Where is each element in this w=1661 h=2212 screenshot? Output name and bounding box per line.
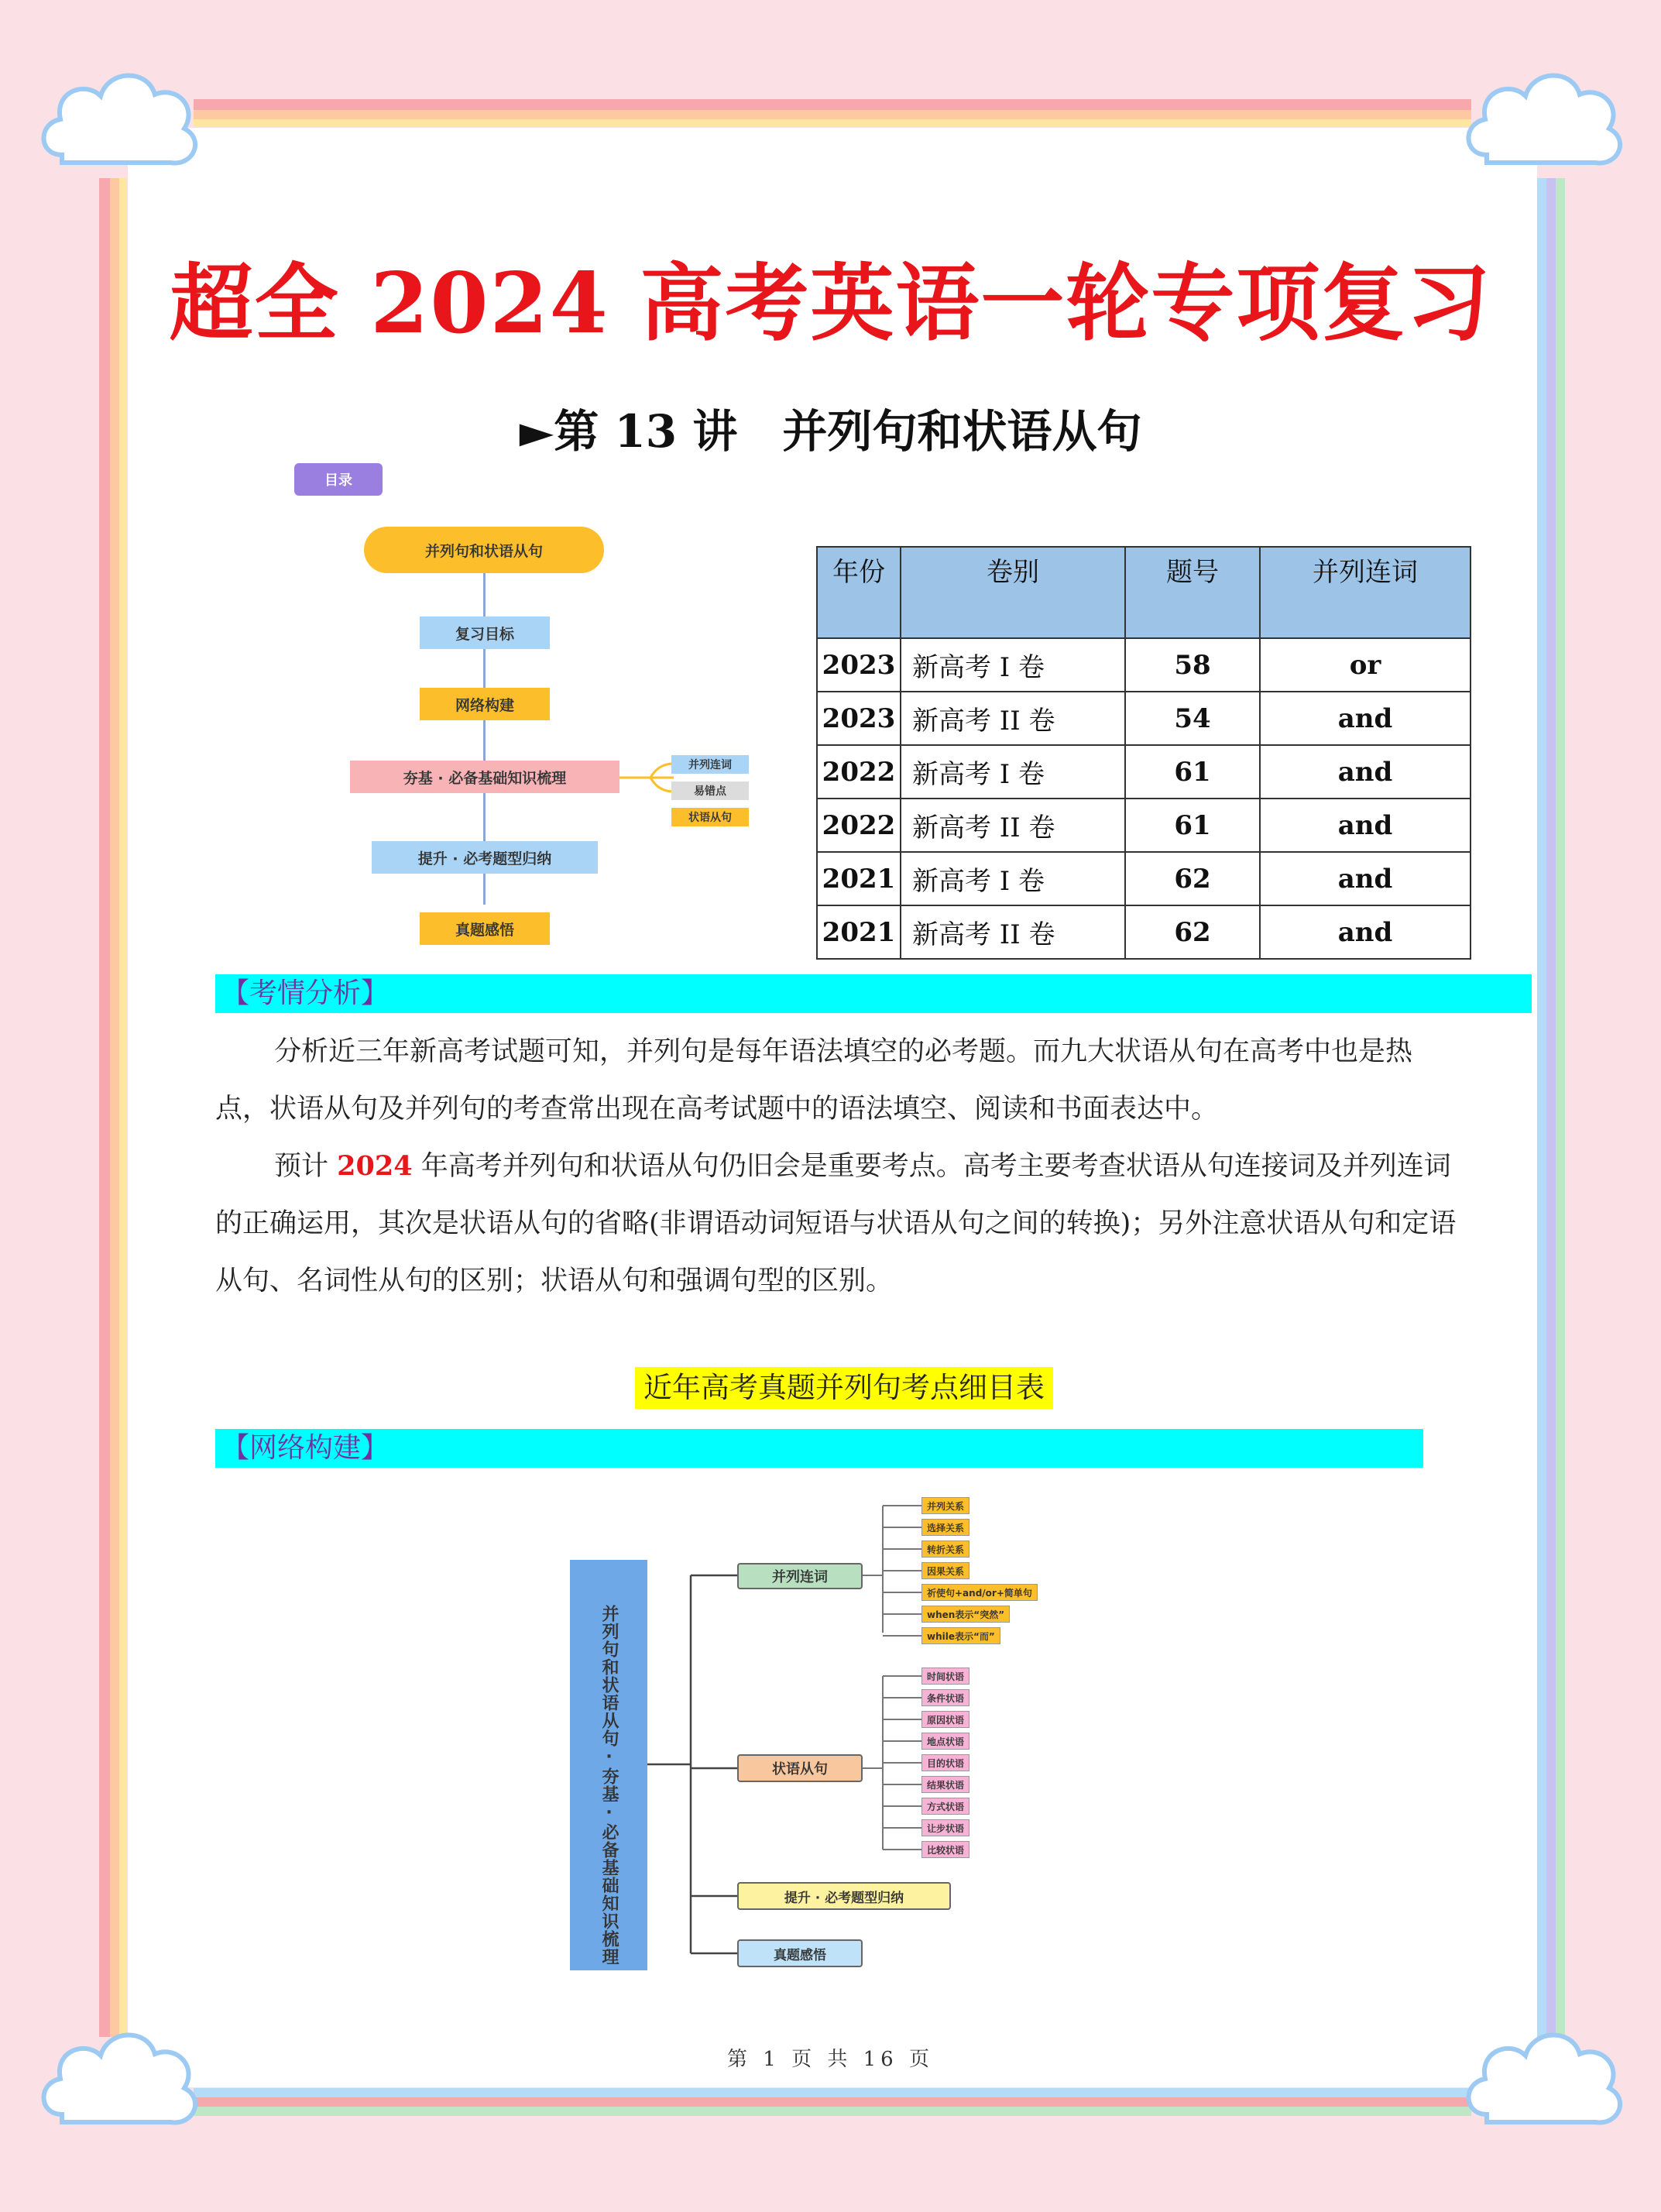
toc-badge: 目录 xyxy=(294,463,383,496)
table-row xyxy=(817,692,1471,745)
table-cell: 2021 xyxy=(817,905,901,959)
leaf-node: while表示“而” xyxy=(921,1627,1000,1644)
exam-table xyxy=(816,546,1471,960)
leaf-node: 目的状语 xyxy=(921,1754,969,1771)
frame-stripe xyxy=(194,99,1471,110)
table-cell: 2023 xyxy=(817,692,901,745)
table-caption: 近年高考真题并列句考点细目表 xyxy=(635,1367,1053,1409)
frame-stripe xyxy=(194,2097,1471,2107)
leaf-node: 比较状语 xyxy=(921,1841,969,1858)
cloud-icon xyxy=(1456,54,1634,186)
toc-node-root: 并列句和状语从句 xyxy=(364,527,604,573)
page-number: 第 1 页 共 16 页 xyxy=(727,2048,934,2071)
table-cell: 新高考 II 卷 xyxy=(901,905,1125,959)
toc-diagram xyxy=(294,463,774,959)
table-header: 年份 xyxy=(817,547,901,638)
table-cell: 2022 xyxy=(817,799,901,852)
lecture-subtitle: ►第 13 讲 并列句和状语从句 xyxy=(519,405,1142,458)
leaf-node: 转折关系 xyxy=(921,1540,969,1558)
leaf-node: 地点状语 xyxy=(921,1733,969,1750)
frame-stripe xyxy=(194,2107,1471,2116)
leaf-node: 选择关系 xyxy=(921,1519,969,1536)
table-cell: 2021 xyxy=(817,852,901,905)
toc-node: 复习目标 xyxy=(420,617,550,649)
table-row xyxy=(817,852,1471,905)
toc-branch: 状语从句 xyxy=(671,808,749,826)
frame-stripe xyxy=(194,2088,1471,2097)
toc-branch: 并列连词 xyxy=(671,755,749,774)
table-row xyxy=(817,799,1471,852)
text-run: 预计 xyxy=(274,1151,338,1182)
toc-node: 网络构建 xyxy=(420,688,550,720)
section-heading-network: 【网络构建】 xyxy=(215,1429,1423,1468)
branch-node: 状语从句 xyxy=(737,1754,863,1782)
leaf-node: 方式状语 xyxy=(921,1798,969,1815)
cloud-icon xyxy=(31,54,209,186)
table-cell: 62 xyxy=(1125,852,1260,905)
table-cell: and xyxy=(1260,905,1471,959)
branch-node: 并列连词 xyxy=(737,1563,863,1589)
toc-node: 提升 · 必考题型归纳 xyxy=(372,841,598,874)
frame-stripe xyxy=(194,110,1471,119)
table-cell: 58 xyxy=(1125,638,1260,692)
text-run: 年高考并列句和状语从句仍旧会是重要考点。高考主要考查状语从句连接词及并列连词的正确运用，其次是状语从句的省略(非谓语动词短语与状语从句之间的转换)；另外注意状语从句和定语从句、名词性从句的区别；状语从句和强调句型的区别。 xyxy=(215,1151,1457,1297)
leaf-node: 条件状语 xyxy=(921,1689,969,1706)
analysis-paragraph-1: 分析近三年新高考试题可知，并列句是每年语法填空的必考题。而九大状语从句在高考中也是热点，状语从句及并列句的考查常出现在高考试题中的语法填空、阅读和书面表达中。 xyxy=(215,1036,1413,1125)
table-header-row xyxy=(817,547,1471,638)
toc-branch: 易错点 xyxy=(671,781,749,800)
table-header: 卷别 xyxy=(901,547,1125,638)
table-cell: 新高考 I 卷 xyxy=(901,852,1125,905)
leaf-node: 并列关系 xyxy=(921,1497,969,1514)
table-cell: 54 xyxy=(1125,692,1260,745)
table-cell: 2022 xyxy=(817,745,901,799)
branch-node: 提升 · 必考题型归纳 xyxy=(737,1882,951,1910)
table-cell: 61 xyxy=(1125,745,1260,799)
leaf-node: 原因状语 xyxy=(921,1711,969,1728)
table-cell: and xyxy=(1260,852,1471,905)
leaf-node: 结果状语 xyxy=(921,1776,969,1793)
leaf-node: 祈使句+and/or+简单句 xyxy=(921,1584,1038,1601)
frame-stripe xyxy=(194,119,1471,127)
table-cell: 新高考 I 卷 xyxy=(901,745,1125,799)
branch-node: 真题感悟 xyxy=(737,1939,863,1967)
toc-node: 夯基 · 必备基础知识梳理 xyxy=(350,761,619,793)
table-cell: 61 xyxy=(1125,799,1260,852)
section-heading-analysis: 【考情分析】 xyxy=(215,974,1532,1013)
highlight-year: 2024 xyxy=(337,1150,413,1182)
table-cell: 62 xyxy=(1125,905,1260,959)
leaf-node: 让步状语 xyxy=(921,1819,969,1836)
table-cell: 新高考 II 卷 xyxy=(901,692,1125,745)
mind-map-root xyxy=(570,1560,647,1970)
table-row xyxy=(817,638,1471,692)
toc-node: 真题感悟 xyxy=(420,912,550,945)
mind-map-root-label: 并列句和状语从句·夯基·必备基础知识梳理 xyxy=(599,1605,619,1966)
table-cell: and xyxy=(1260,799,1471,852)
table-header: 并列连词 xyxy=(1260,547,1471,638)
table-header: 题号 xyxy=(1125,547,1260,638)
table-cell: and xyxy=(1260,692,1471,745)
leaf-node: 因果关系 xyxy=(921,1562,969,1579)
leaf-node: when表示“突然” xyxy=(921,1606,1010,1623)
leaf-node: 时间状语 xyxy=(921,1668,969,1685)
table-cell: or xyxy=(1260,638,1471,692)
cloud-icon xyxy=(31,2014,209,2145)
analysis-paragraph-2 xyxy=(215,1138,1462,1310)
table-cell: 新高考 II 卷 xyxy=(901,799,1125,852)
table-row xyxy=(817,745,1471,799)
table-cell: and xyxy=(1260,745,1471,799)
table-cell: 新高考 I 卷 xyxy=(901,638,1125,692)
table-row xyxy=(817,905,1471,959)
page-title: 超全 2024 高考英语一轮专项复习 xyxy=(169,255,1492,352)
mind-map xyxy=(558,1486,1115,1981)
table-cell: 2023 xyxy=(817,638,901,692)
cloud-icon xyxy=(1456,2014,1634,2145)
